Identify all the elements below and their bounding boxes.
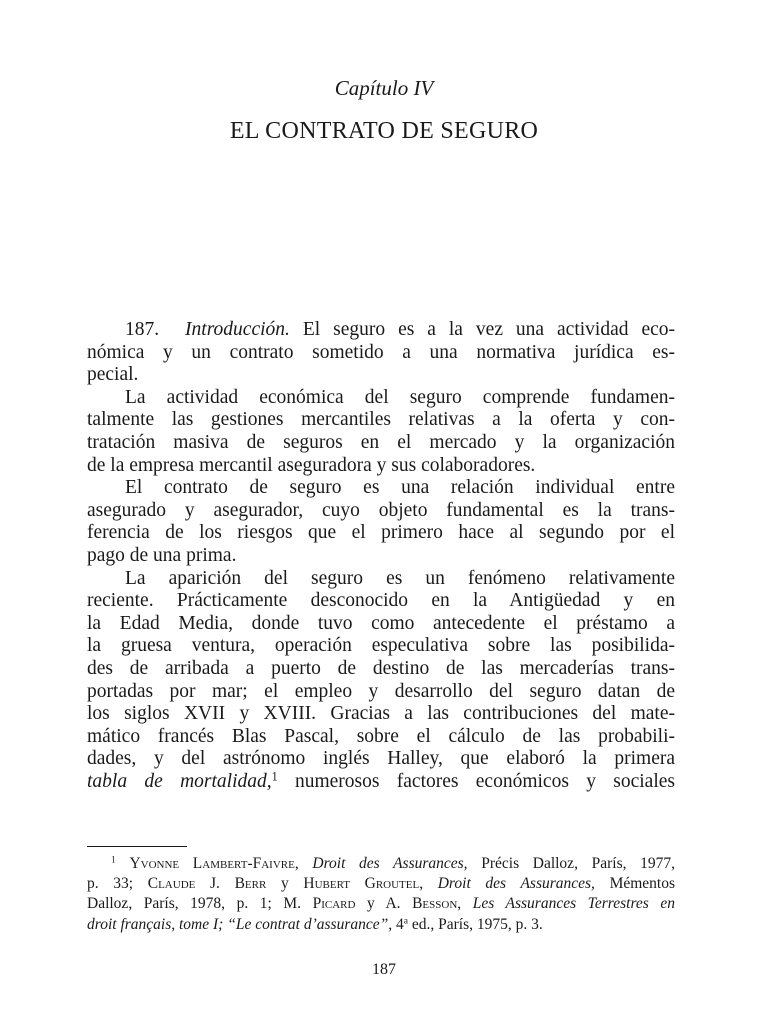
paragraph-line: pecial. bbox=[87, 364, 139, 386]
footnote-line: p. 33; Claude J. Berr y Hubert Groutel, Droit des Assurances, Mémentos bbox=[87, 875, 676, 893]
footnote-line: Dalloz, París, 1978, p. 1; M. Picard y A. Besson, Les Assurances Terrestres en bbox=[87, 895, 676, 913]
paragraph-line: des de arribada a puerto de destino de las mercaderías trans- bbox=[87, 657, 675, 679]
footnote-marker: 1 bbox=[111, 854, 116, 866]
italic-term: tabla de mortalidad, bbox=[87, 770, 272, 792]
footnote-line: droit français, tome I; “Le contrat d’assurance”, 4$^a$ ed., París, 1975, p. 3. bbox=[87, 915, 543, 933]
chapter-label: Capítulo IV bbox=[334, 76, 434, 100]
chapter-title: EL CONTRATO DE SEGURO bbox=[229, 118, 539, 144]
footnote bbox=[87, 854, 675, 935]
section-heading: Introducción. bbox=[185, 319, 290, 340]
paragraph-line: de la empresa mercantil aseguradora y sus colaboradores. bbox=[87, 454, 536, 476]
paragraph-line: nómica y un contrato sometido a una normativa jurídica es- bbox=[87, 341, 675, 363]
paragraph-line: La actividad económica del seguro comprende fundamen- bbox=[125, 386, 675, 408]
paragraph-line: La aparición del seguro es un fenómeno relativamente bbox=[125, 567, 675, 589]
paragraph-line: la Edad Media, donde tuvo como antecedente el préstamo a bbox=[87, 612, 675, 634]
paragraph-line: portadas por mar; el empleo y desarrollo del seguro datan de bbox=[87, 680, 675, 702]
paragraph-line: mático francés Blas Pascal, sobre el cálculo de las probabili- bbox=[87, 725, 675, 747]
paragraph-line: tabla de mortalidad,$^1$ numerosos factores económicos y sociales bbox=[87, 769, 675, 792]
body-text bbox=[87, 319, 675, 793]
paragraph-line: 187. Introducción. El seguro es a la vez una actividad eco- bbox=[125, 319, 675, 340]
paragraph-line: tratación masiva de seguros en el mercado y la organización bbox=[87, 431, 675, 453]
footnote-line: $^1$ Yvonne Lambert-Faivre, Droit des Assurances, Précis Dalloz, París, 1977, bbox=[111, 854, 676, 872]
paragraph-line: dades, y del astrónomo inglés Halley, que elaboró la primera bbox=[87, 748, 675, 770]
page-number: 187 bbox=[372, 961, 396, 978]
paragraph-line: la gruesa ventura, operación especulativa sobre las posibilida- bbox=[87, 635, 675, 657]
paragraph-line: El contrato de seguro es una relación individual entre bbox=[125, 477, 675, 499]
paragraph-line: pago de una prima. bbox=[87, 544, 237, 566]
paragraph-line: reciente. Prácticamente desconocido en la Antigüedad y en bbox=[87, 590, 675, 612]
footnote-divider bbox=[87, 846, 187, 847]
paragraph-line: los siglos XVII y XVIII. Gracias a las contribuciones del mate- bbox=[87, 703, 675, 725]
footnote-reference[interactable]: 1 bbox=[271, 769, 278, 784]
section-number: 187. bbox=[125, 319, 160, 340]
paragraph-line: ferencia de los riesgos que el primero hace al segundo por el bbox=[87, 522, 675, 544]
paragraph-line: asegurado y asegurador, cuyo objeto fundamental es la trans- bbox=[87, 499, 675, 521]
paragraph-line: talmente las gestiones mercantiles relativas a la oferta y con- bbox=[87, 409, 675, 431]
